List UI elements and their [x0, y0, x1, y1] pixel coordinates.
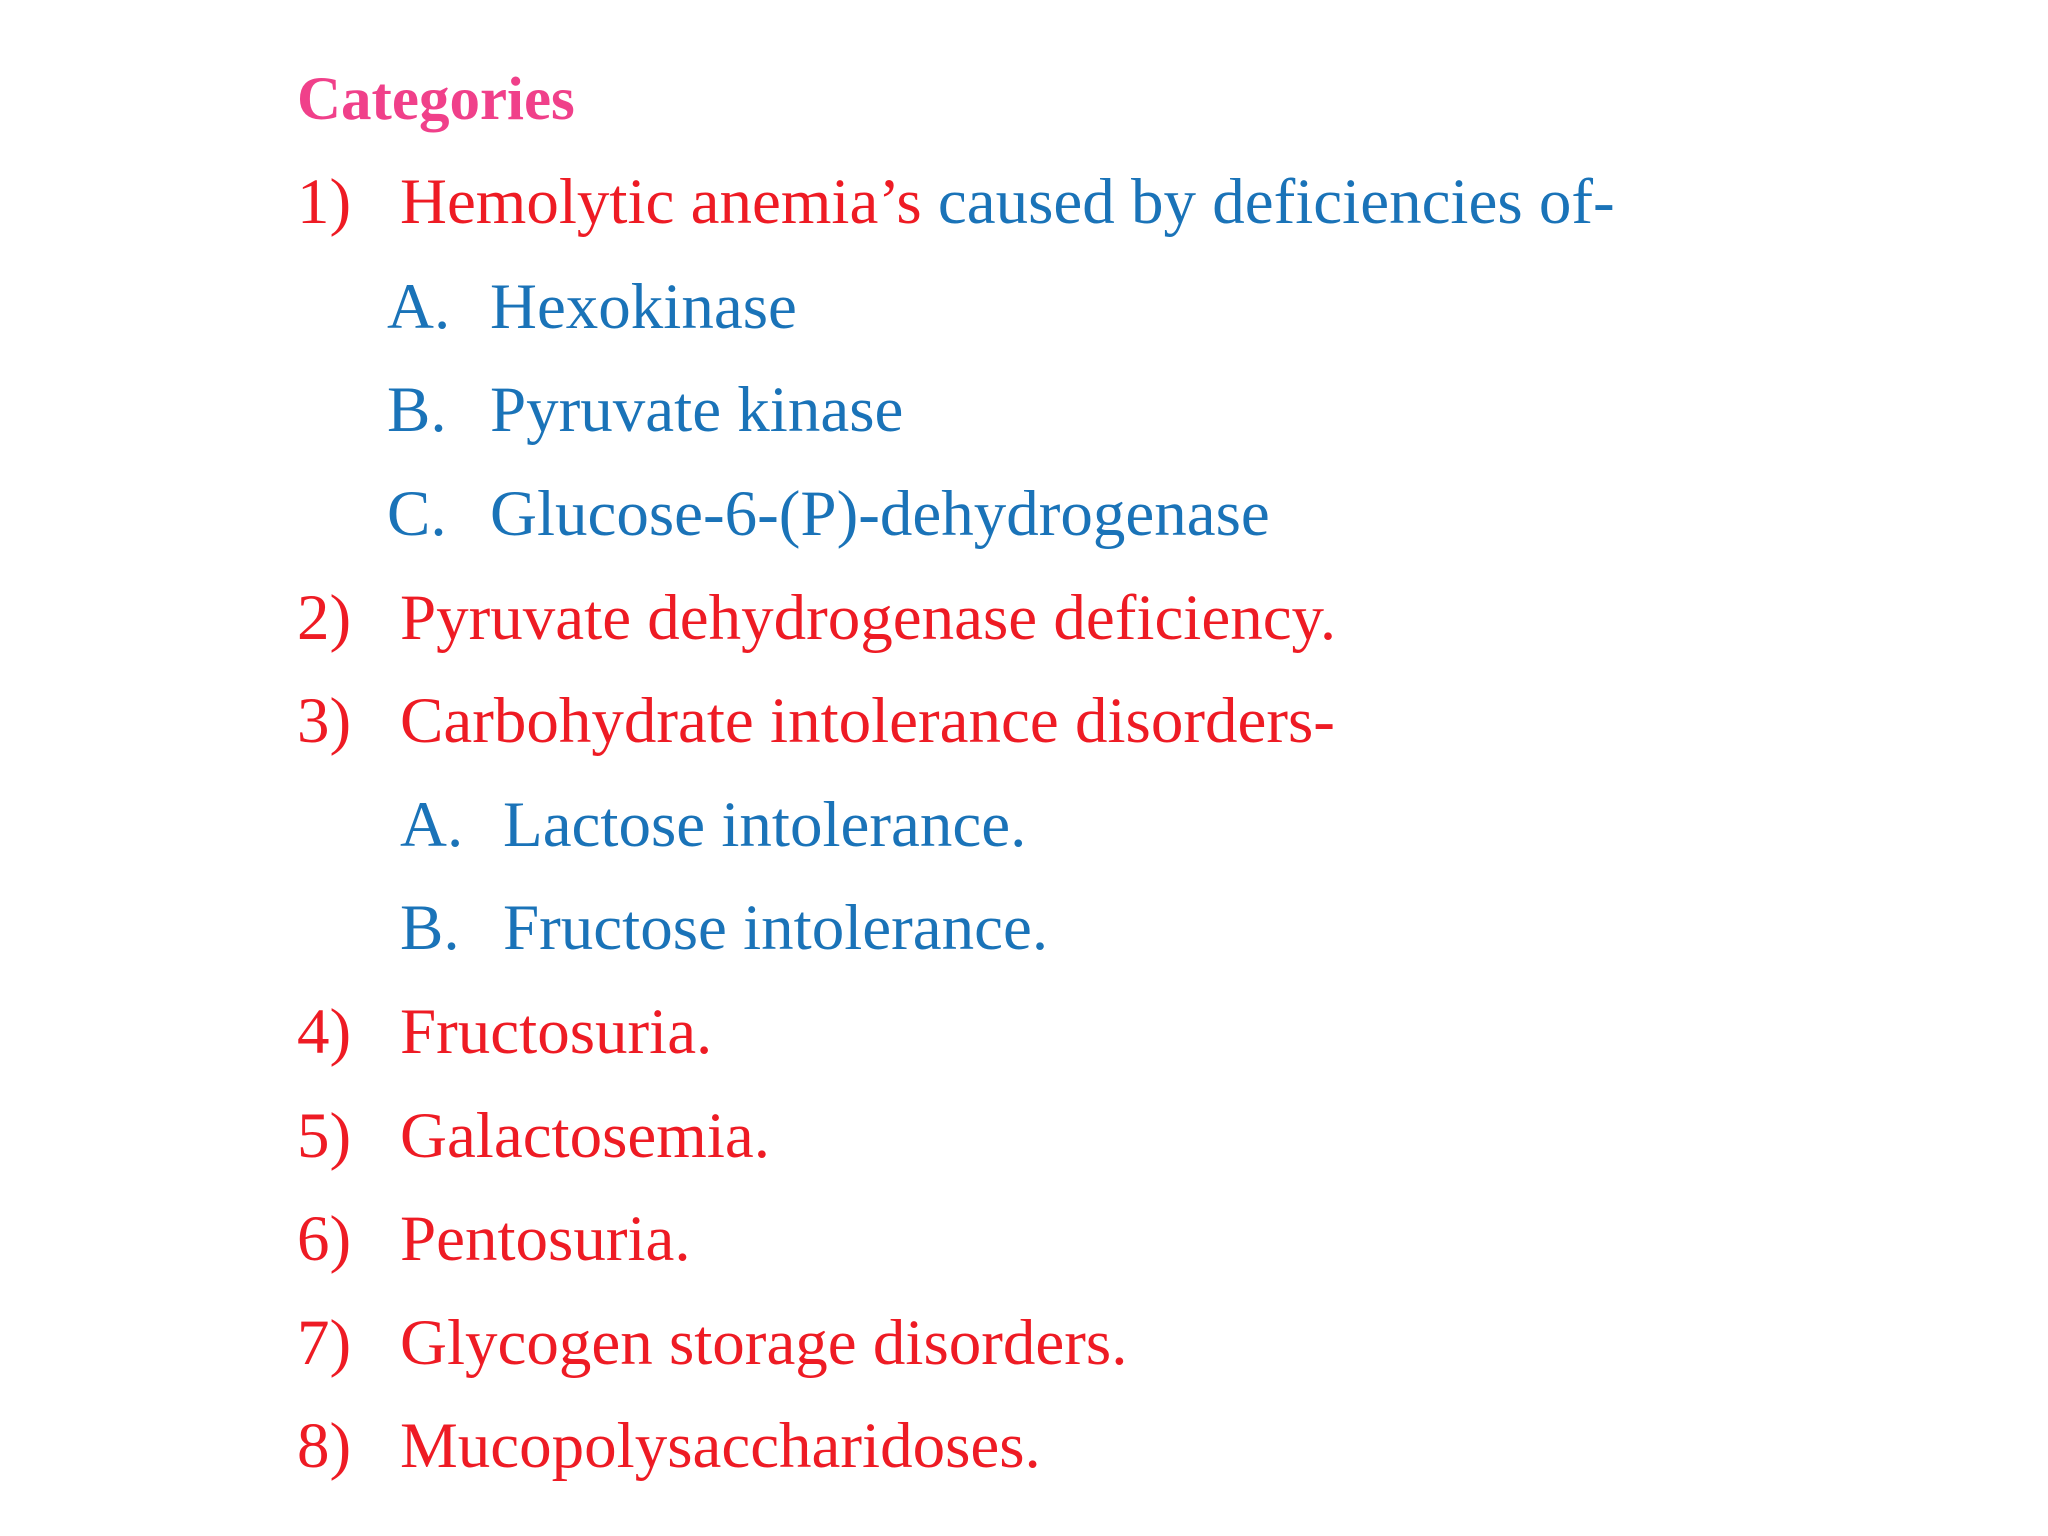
- item-number: 3): [297, 685, 352, 757]
- item-text: Pyruvate kinase: [490, 374, 904, 446]
- item-text: Pyruvate dehydrogenase deficiency.: [400, 582, 1337, 654]
- item-number: 5): [297, 1100, 352, 1172]
- item-text: Pentosuria.: [400, 1203, 691, 1275]
- item-emphasis: Hemolytic anemia’s: [400, 166, 922, 238]
- item-letter: A.: [400, 789, 464, 861]
- item-letter: C.: [387, 478, 447, 550]
- item-text: Mucopolysaccharidoses.: [400, 1410, 1041, 1482]
- item-text: Hexokinase: [490, 271, 797, 343]
- item-text: Glycogen storage disorders.: [400, 1307, 1128, 1379]
- item-suffix: caused by deficiencies of-: [921, 166, 1615, 238]
- item-number: 7): [297, 1307, 352, 1379]
- item-text: Fructosuria.: [400, 996, 713, 1068]
- item-letter: B.: [387, 374, 447, 446]
- item-number: 2): [297, 582, 352, 654]
- item-letter: A.: [387, 271, 451, 343]
- item-number: 1): [297, 166, 352, 238]
- item-letter: B.: [400, 892, 460, 964]
- item-text: Fructose intolerance.: [503, 892, 1049, 964]
- slide-heading: Categories: [297, 66, 575, 133]
- item-text: [400, 160, 1615, 244]
- item-number: 4): [297, 996, 352, 1068]
- item-text: Lactose intolerance.: [503, 789, 1027, 861]
- item-text: Carbohydrate intolerance disorders-: [400, 685, 1335, 757]
- item-number: 8): [297, 1410, 352, 1482]
- item-text: Glucose-6-(P)-dehydrogenase: [490, 478, 1270, 550]
- item-text: Galactosemia.: [400, 1100, 770, 1172]
- item-number: 6): [297, 1203, 352, 1275]
